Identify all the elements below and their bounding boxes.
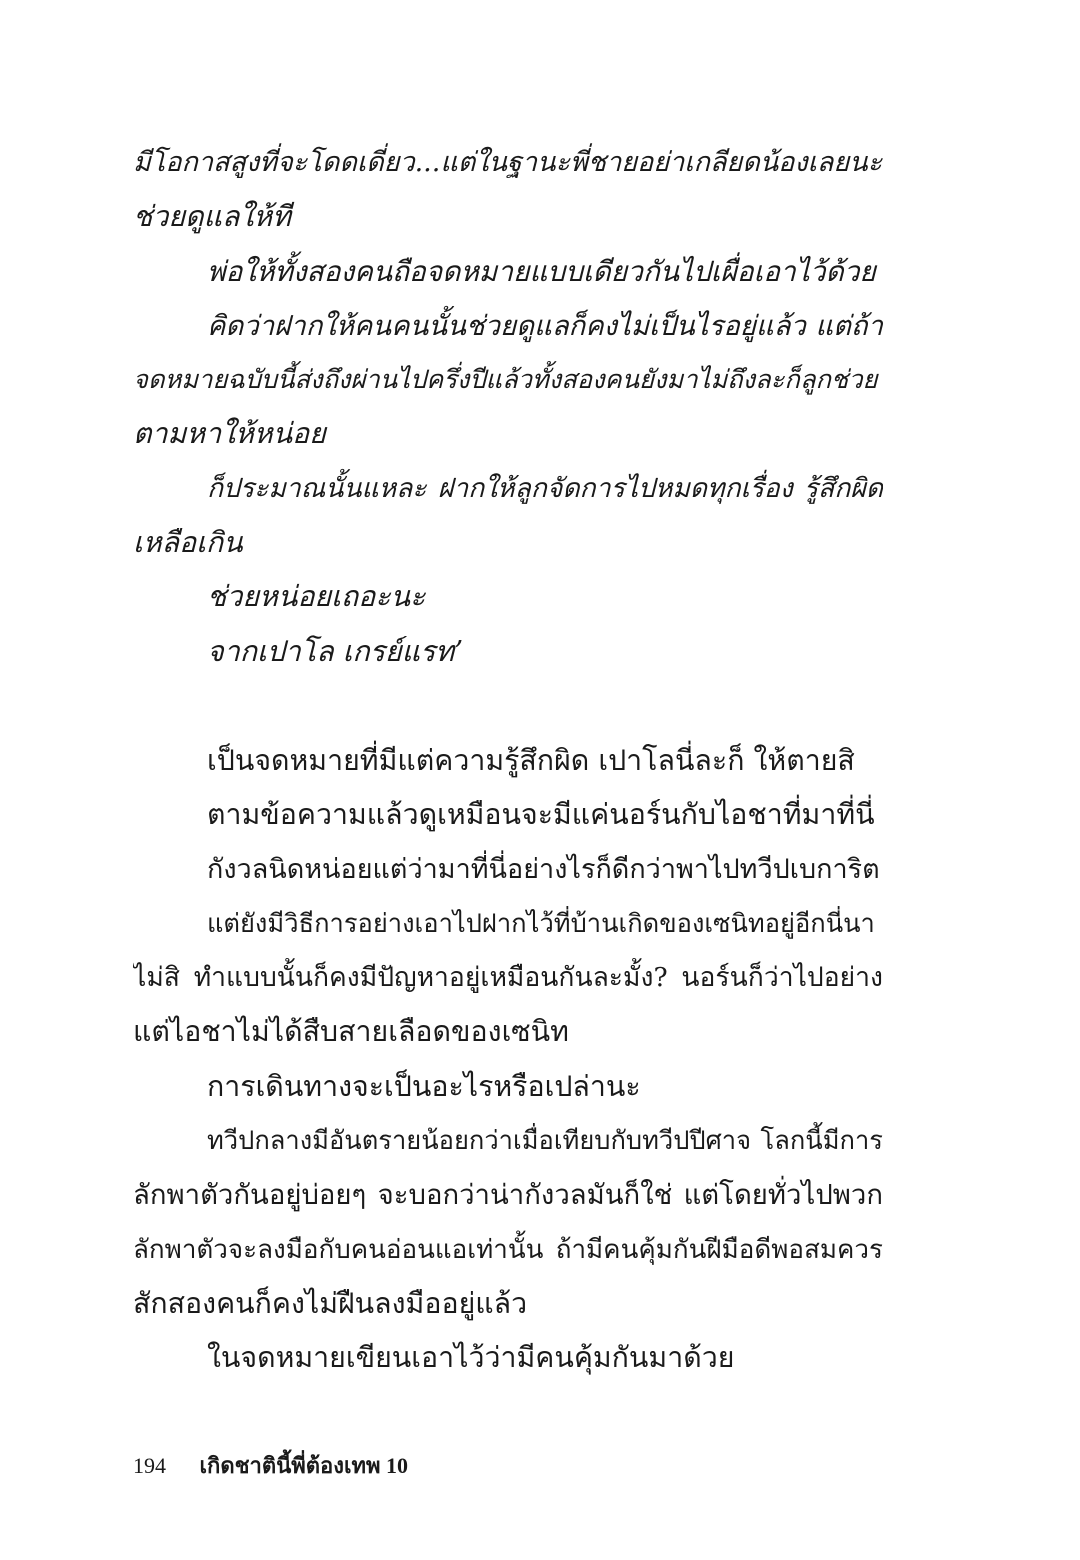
paragraph-line: ตามข้อความแล้วดูเหมือนจะมีแค่นอร์นกับไอชาที่มาที่นี่ xyxy=(207,798,875,832)
letter-text xyxy=(133,136,883,679)
paragraph-line: ไม่สิ ทำแบบนั้นก็คงมีปัญหาอยู่เหมือนกันละมั้ง? นอร์นก็ว่าไปอย่าง xyxy=(133,962,883,994)
letter-line: เหลือเกิน xyxy=(133,526,243,560)
letter-line: ช่วยดูแลให้ที xyxy=(133,200,291,234)
page-number: 194 xyxy=(133,1453,166,1478)
letter-line: ก็ประมาณนั้นแหละ ฝากให้ลูกจัดการไปหมดทุกเรื่อง รู้สึกผิด xyxy=(207,472,883,504)
letter-line: ตามหาให้หน่อย xyxy=(133,417,326,451)
book-title: เกิดชาตินี้พี่ต้องเทพ 10 xyxy=(199,1453,409,1478)
narration-text xyxy=(133,734,883,1386)
paragraph-line: การเดินทางจะเป็นอะไรหรือเปล่านะ xyxy=(207,1069,641,1103)
letter-line: ช่วยหน่อยเถอะนะ xyxy=(207,580,426,614)
letter-line: จากเปาโล เกรย์แรท’ xyxy=(207,634,464,668)
paragraph-line: ทวีปกลางมีอันตรายน้อยกว่าเมื่อเทียบกับทวีปปีศาจ โลกนี้มีการ xyxy=(207,1126,883,1157)
paragraph-line: ลักพาตัวกันอยู่บ่อยๆ จะบอกว่าน่ากังวลมันก็ใช่ แต่โดยทั่วไปพวก xyxy=(133,1179,883,1212)
paragraph-line: ในจดหมายเขียนเอาไว้ว่ามีคนคุ้มกันมาด้วย xyxy=(207,1341,735,1375)
paragraph-line: เป็นจดหมายที่มีแต่ความรู้สึกผิด เปาโลนี่ละก็ ให้ตายสิ xyxy=(207,744,855,777)
letter-line: มีโอกาสสูงที่จะโดดเดี่ยว...แต่ในฐานะพี่ชายอย่าเกลียดน้องเลยนะ xyxy=(133,147,883,178)
letter-line: พ่อให้ทั้งสองคนถือจดหมายแบบเดียวกันไปเผื่อเอาไว้ด้วย xyxy=(207,254,876,288)
letter-line: คิดว่าฝากให้คนคนนั้นช่วยดูแลก็คงไม่เป็นไรอยู่แล้ว แต่ถ้า xyxy=(207,309,883,342)
paragraph-line: แต่ไอชาไม่ได้สืบสายเลือดของเซนิท xyxy=(133,1015,569,1049)
paragraph-line: ลักพาตัวจะลงมือกับคนอ่อนแอเท่านั้น ถ้ามีคนคุ้มกันฝีมือดีพอสมควร xyxy=(133,1234,883,1265)
paragraph-line: แต่ยังมีวิธีการอย่างเอาไปฝากไว้ที่บ้านเกิดของเซนิทอยู่อีกนี่นา xyxy=(207,908,875,939)
paragraph-line: สักสองคนก็คงไม่ฝืนลงมืออยู่แล้ว xyxy=(133,1286,528,1320)
paragraph-line: กังวลนิดหน่อยแต่ว่ามาที่นี่อย่างไรก็ดีกว่าพาไปทวีปเบการิต xyxy=(207,853,880,885)
page-footer xyxy=(133,1451,408,1481)
letter-line: จดหมายฉบับนี้ส่งถึงผ่านไปครึ่งปีแล้วทั้งสองคนยังมาไม่ถึงละก็ลูกช่วย xyxy=(133,365,878,396)
